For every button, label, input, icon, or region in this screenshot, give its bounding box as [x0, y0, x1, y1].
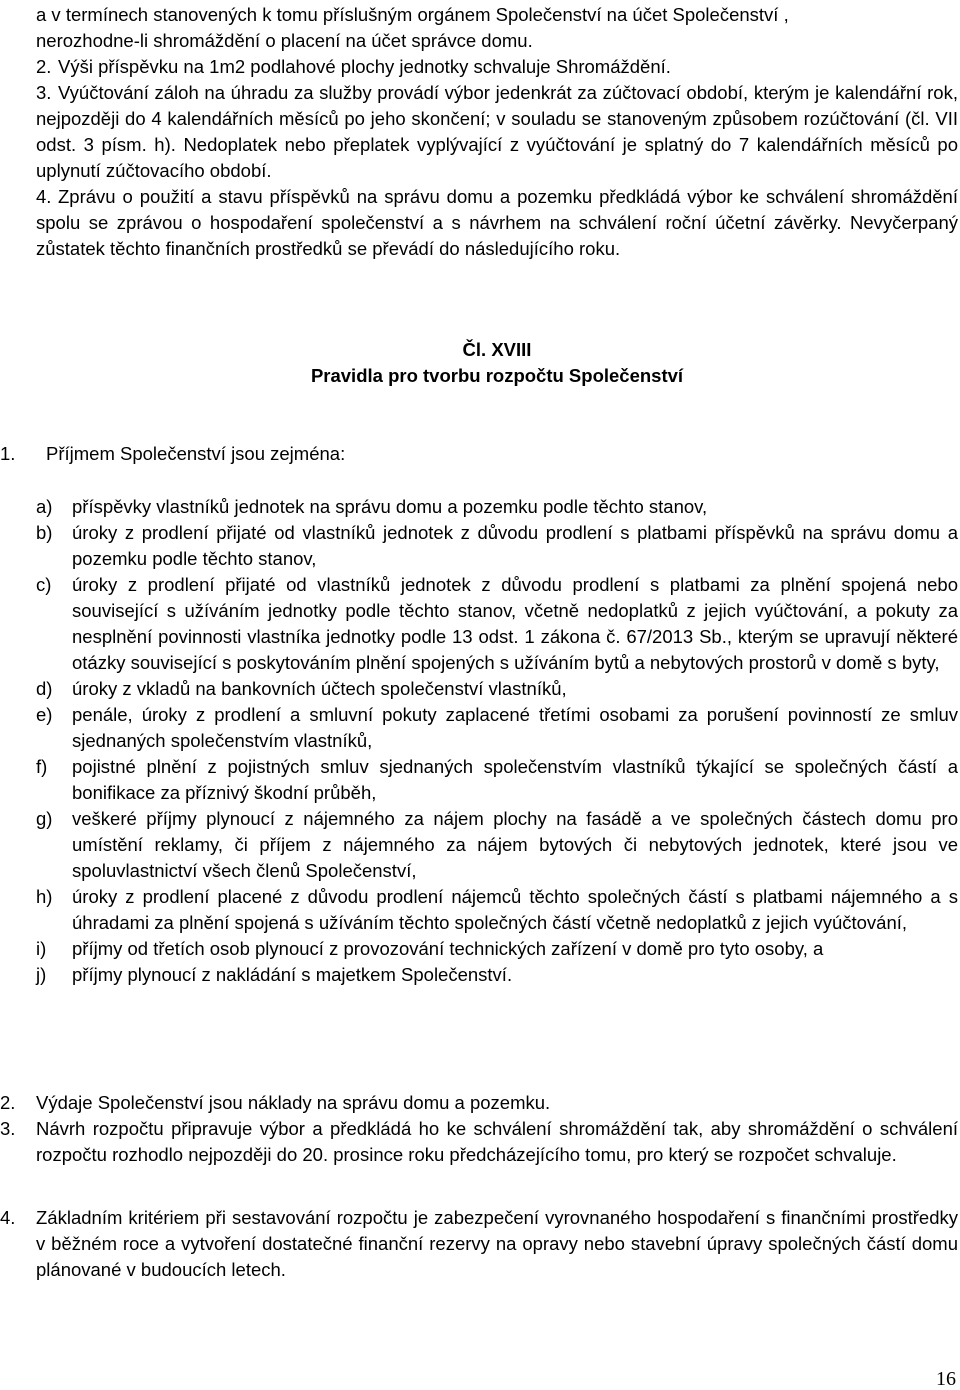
paragraph-number: 4.: [36, 186, 52, 207]
section-text: Návrh rozpočtu připravuje výbor a předkládá ho ke schválení shromáždění tak, aby shromáždění o schválení rozpočtu rozhodlo nejpozději do 20. prosince roku předcházejícího tomu, pro který se rozpočet schvaluje.: [36, 1118, 958, 1165]
section-number: 3.: [0, 1118, 16, 1139]
paragraph-number: 3.: [36, 82, 52, 103]
list-item: [36, 936, 958, 962]
section-number: 4.: [0, 1207, 16, 1228]
list-item: [36, 494, 958, 520]
article-heading: [36, 337, 958, 389]
article-title: Pravidla pro tvorbu rozpočtu Společenství: [310, 365, 684, 386]
list-item-label: e): [36, 704, 53, 725]
continuation-paragraph: [36, 2, 958, 54]
list-item-text: pojistné plnění z pojistných smluv sjednaných společenstvím vlastníků týkající se společných částí a bonifikace za příznivý škodní průběh,: [72, 756, 958, 803]
text-line: a v termínech stanovených k tomu příslušným orgánem Společenství na účet Společenství ,: [36, 4, 789, 25]
list-item-label: i): [36, 938, 47, 959]
list-item-text: příjmy od třetích osob plynoucí z provozování technických zařízení v domě pro tyto osoby, a: [72, 938, 824, 959]
list-item: [36, 572, 958, 676]
paragraph-text: Vyúčtování záloh na úhradu za služby provádí výbor jedenkrát za zúčtovací období, kterým je kalendářní rok, nejpozději do 4 kalendářních měsíců po jeho skončení; v souladu se stanoveným způsobem rozúčtování (čl. VII odst. 3 písm. h). Nedoplatek nebo přeplatek vyplývající z vyúčtování je splatný do 7 kalendářních měsíců po uplynutí zúčtovacího období.: [36, 82, 958, 181]
paragraph-3-top: [36, 80, 958, 184]
paragraph-text: Výši příspěvku na 1m2 podlahové plochy jednotky schvaluje Shromáždění.: [58, 56, 671, 77]
list-item: [36, 806, 958, 884]
list-item: [36, 962, 958, 988]
section-2: [0, 1090, 958, 1116]
paragraph-4-top: [36, 184, 958, 262]
list-item-text: úroky z vkladů na bankovních účtech společenství vlastníků,: [72, 678, 567, 699]
section-3: [0, 1116, 958, 1168]
list-item: [36, 884, 958, 936]
list-item-text: příjmy plynoucí z nakládání s majetkem Společenství.: [72, 964, 513, 985]
list-item-text: úroky z prodlení přijaté od vlastníků jednotek z důvodu prodlení s platbami za plnění spojená nebo související s užíváním jednotky podle těchto stanov, včetně nedoplatků z jejich vyúčtování, a pokuty za nesplnění povinnosti vlastníka jednotky podle 13 odst. 1 zákona č. 67/2013 Sb., kterým se upravují některé otázky související s poskytováním plnění spojených s užíváním bytů a nebytových prostorů v domě s byty,: [72, 574, 958, 673]
income-list: [36, 494, 958, 988]
list-item-text: úroky z prodlení přijaté od vlastníků jednotek z důvodu prodlení s platbami příspěvků na správu domu a pozemku podle těchto stanov,: [72, 522, 958, 569]
list-item-label: b): [36, 522, 53, 543]
section-text: Výdaje Společenství jsou náklady na správu domu a pozemku.: [36, 1092, 551, 1113]
list-item: [36, 754, 958, 806]
list-item-text: příspěvky vlastníků jednotek na správu domu a pozemku podle těchto stanov,: [72, 496, 708, 517]
section-number: 2.: [0, 1092, 16, 1113]
section-text: Příjmem Společenství jsou zejména:: [46, 443, 346, 464]
list-item: [36, 702, 958, 754]
list-item-label: h): [36, 886, 53, 907]
list-item-label: a): [36, 496, 53, 517]
paragraph-number: 2.: [36, 56, 52, 77]
list-item-label: g): [36, 808, 53, 829]
list-item-label: d): [36, 678, 53, 699]
paragraph-text: Zprávu o použití a stavu příspěvků na správu domu a pozemku předkládá výbor ke schválení shromáždění spolu se zprávou o hospodaření společenství a s návrhem na schválení roční účetní závěrky. Nevyčerpaný zůstatek těchto finančních prostředků se převádí do následujícího roku.: [36, 186, 958, 259]
list-item-text: penále, úroky z prodlení a smluvní pokuty zaplacené třetími osobami za porušení povinností ze smluv sjednaných společenstvím vlastníků,: [72, 704, 958, 751]
text-line: nerozhodne-li shromáždění o placení na účet správce domu.: [36, 30, 533, 51]
list-item-text: veškeré příjmy plynoucí z nájemného za nájem plochy na fasádě a ve společných částech domu pro umístění reklamy, či příjem z nájemného za nájem bytových či nebytových jednotek, které jsou ve spoluvlastnictví všech členů Společenství,: [72, 808, 958, 881]
list-item-label: f): [36, 756, 48, 777]
list-item-text: úroky z prodlení placené z důvodu prodlení nájemců těchto společných částí s platbami nájemného a s úhradami za plnění spojená s užíváním těchto společných částí včetně nedoplatků z jejich vyúčtování,: [72, 886, 958, 933]
article-number: Čl. XVIII: [462, 339, 532, 360]
page-number: 16: [936, 1368, 956, 1390]
list-item: [36, 520, 958, 572]
list-item: [36, 676, 958, 702]
section-number: 1.: [0, 443, 16, 464]
section-4: [0, 1205, 958, 1283]
section-text: Základním kritériem při sestavování rozpočtu je zabezpečení vyrovnaného hospodaření s finančními prostředky v běžném roce a vytvoření dostatečné finanční rezervy na opravy nebo stavební úpravy společných částí domu plánované v budoucích letech.: [36, 1207, 958, 1280]
list-item-label: j): [36, 964, 47, 985]
list-item-label: c): [36, 574, 52, 595]
